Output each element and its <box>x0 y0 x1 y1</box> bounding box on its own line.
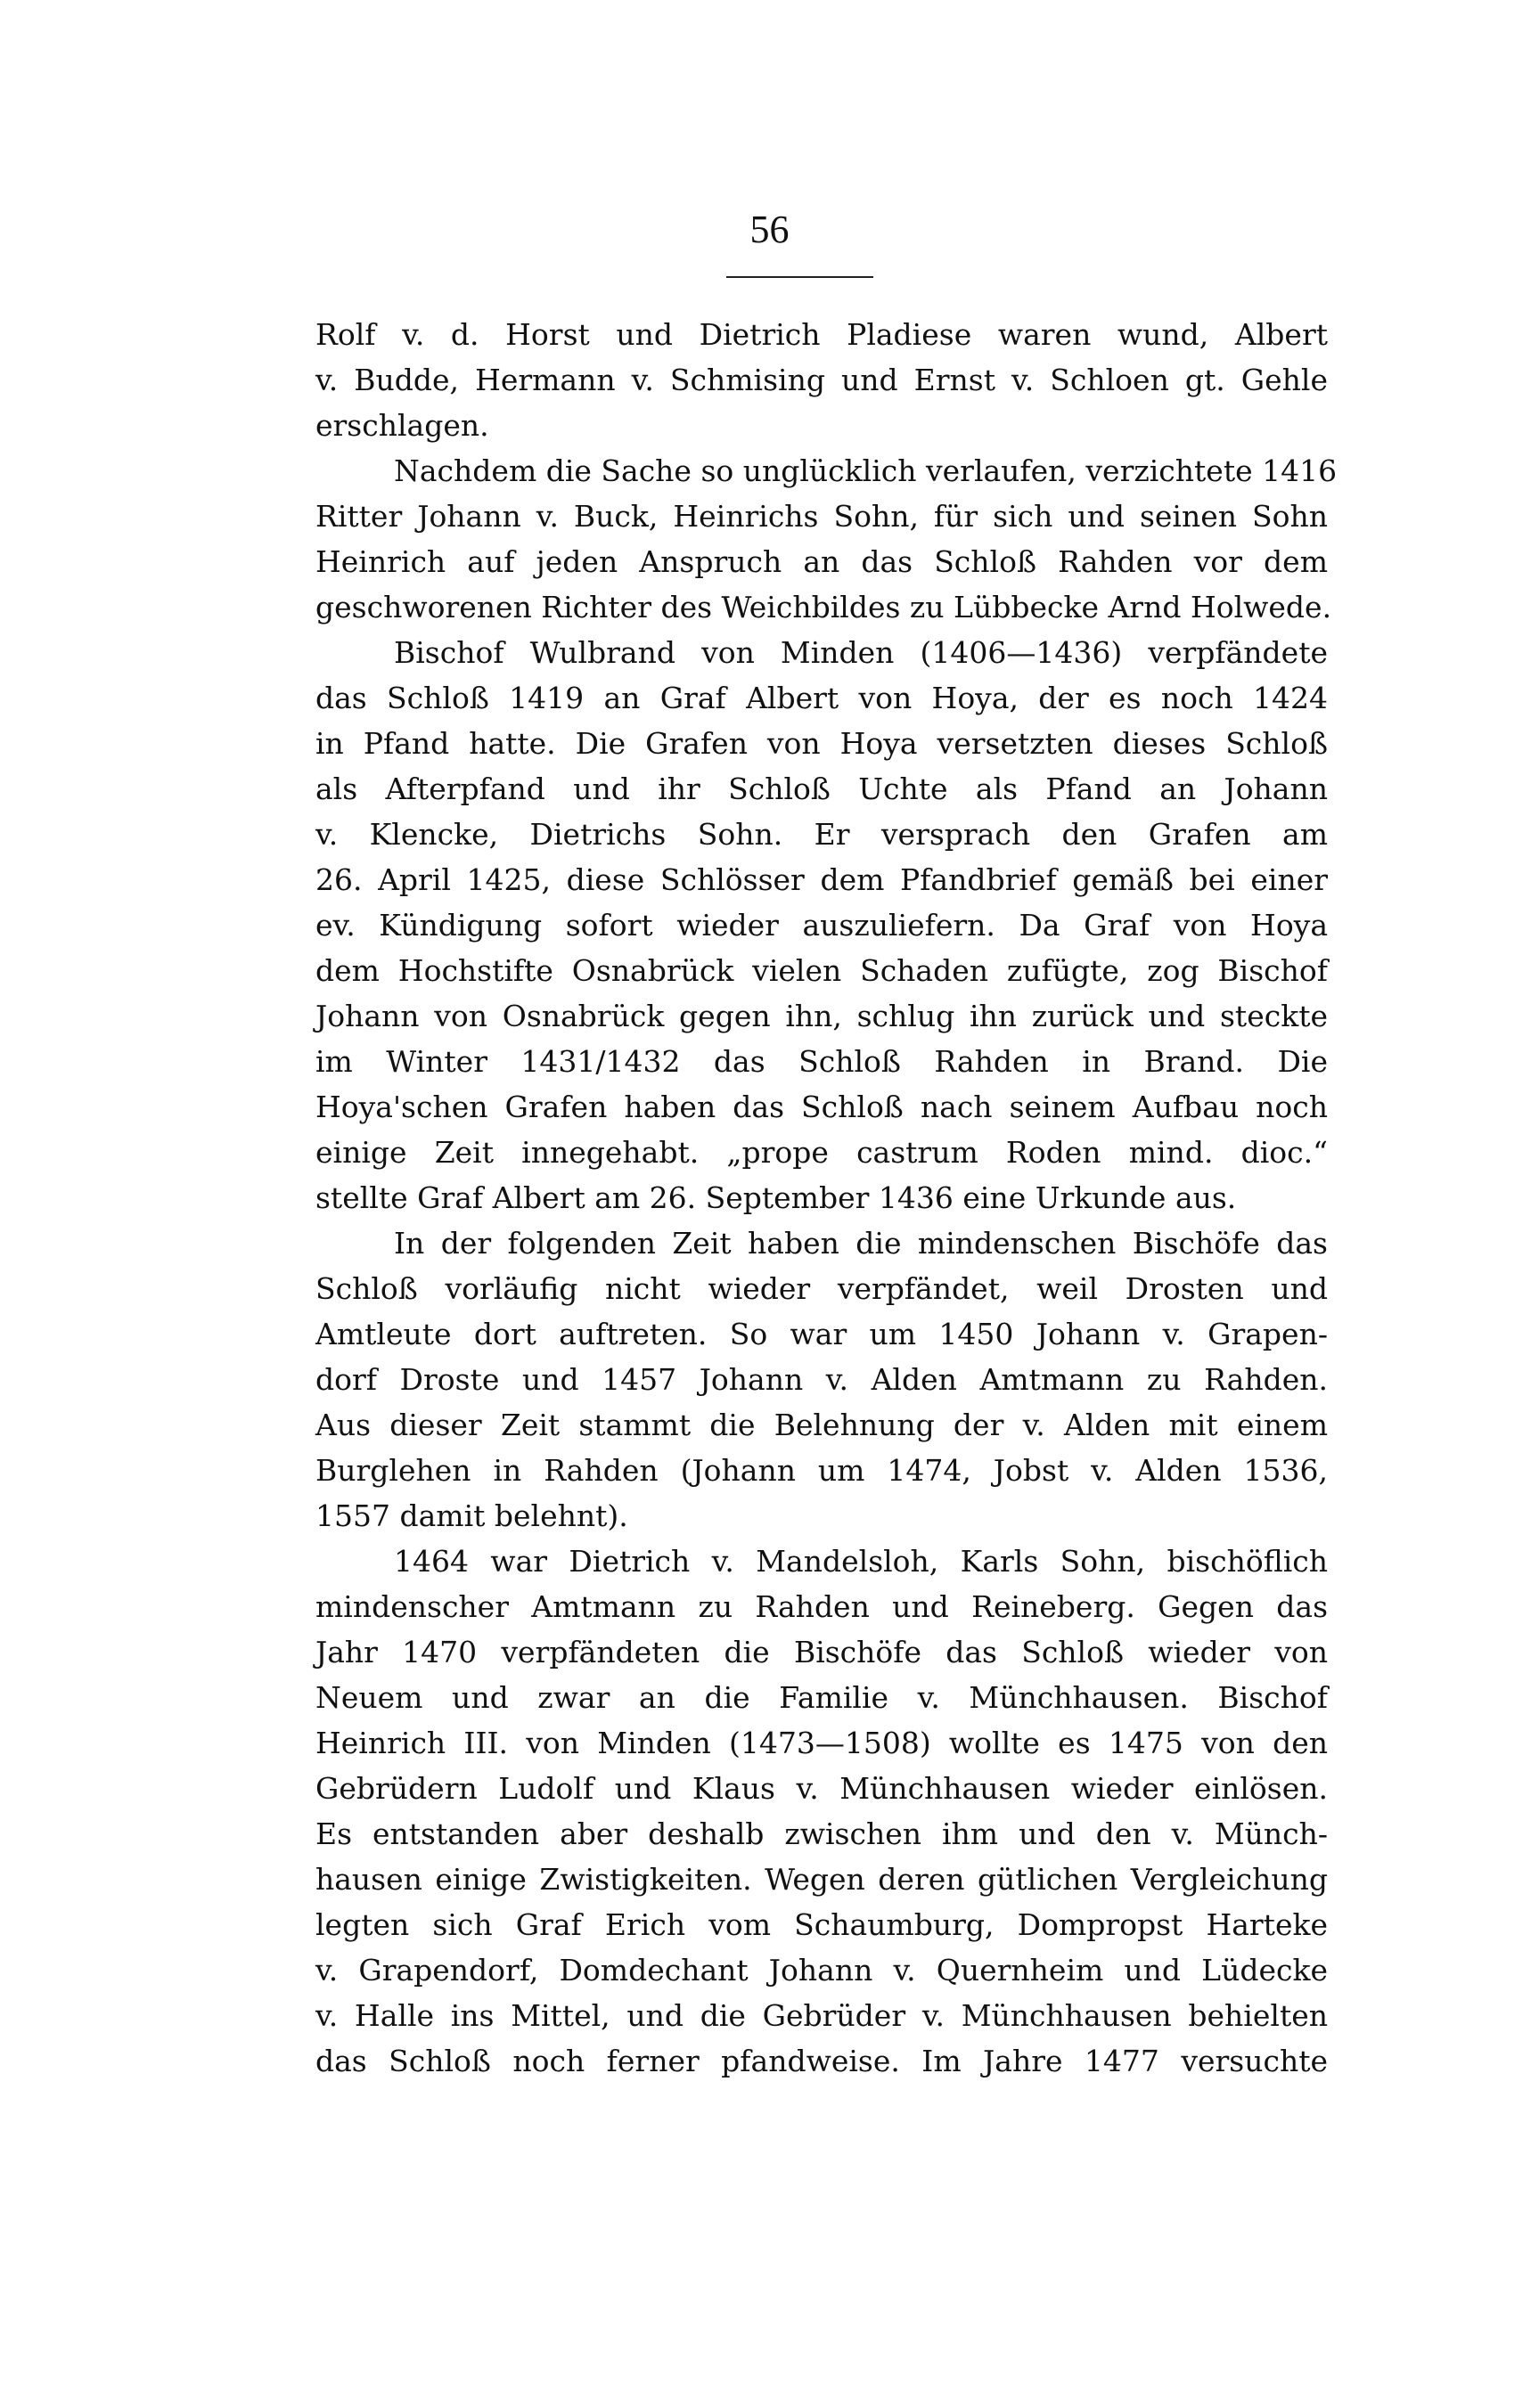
text-line: Neuem und zwar an die Familie v. Münchhausen. Bischof <box>315 1680 1328 1715</box>
text-line: Es entstanden aber deshalb zwischen ihm und den v. Münch- <box>315 1816 1328 1851</box>
paragraph <box>315 312 1328 448</box>
text-line: einige Zeit innegehabt. „prope castrum Roden mind. dioc.“ <box>315 1135 1328 1170</box>
text-line: erschlagen. <box>315 408 489 443</box>
text-line: stellte Graf Albert am 26. September 1436 eine Urkunde aus. <box>315 1180 1237 1215</box>
text-line: Aus dieser Zeit stammt die Belehnung der v. Alden mit einem <box>315 1408 1328 1442</box>
text-line: Ritter Johann v. Buck, Heinrichs Sohn, für sich und seinen Sohn <box>315 499 1328 534</box>
paragraph <box>315 448 1338 630</box>
text-line: hausen einige Zwistigkeiten. Wegen deren gütlichen Vergleichung <box>315 1862 1328 1897</box>
text-line: 1464 war Dietrich v. Mandelsloh, Karls Sohn, bischöflich <box>394 1544 1328 1579</box>
text-line: Hoya'schen Grafen haben das Schloß nach seinem Aufbau noch <box>315 1090 1328 1124</box>
text-line: dem Hochstifte Osnabrück vielen Schaden zufügte, zog Bischof <box>315 953 1328 988</box>
text-line: das Schloß noch ferner pfandweise. Im Jahre 1477 versuchte <box>315 2044 1328 2078</box>
text-line: mindenscher Amtmann zu Rahden und Reineberg. Gegen das <box>315 1589 1328 1624</box>
text-line: Heinrich III. von Minden (1473—1508) wollte es 1475 von den <box>315 1726 1328 1760</box>
text-line: v. Halle ins Mittel, und die Gebrüder v. Münchhausen behielten <box>315 1998 1328 2033</box>
text-line: Schloß vorläufig nicht wieder verpfändet, weil Drosten und <box>315 1271 1328 1306</box>
text-line: 1557 damit belehnt). <box>315 1498 628 1533</box>
text-line: geschworenen Richter des Weichbildes zu Lübbecke Arnd Holwede. <box>315 590 1332 624</box>
paragraph <box>315 630 1328 1220</box>
text-line: dorf Droste und 1457 Johann v. Alden Amtmann zu Rahden. <box>315 1362 1328 1397</box>
text-line: in Pfand hatte. Die Grafen von Hoya versetzten dieses Schloß <box>315 726 1328 761</box>
text-line: Johann von Osnabrück gegen ihn, schlug ihn zurück und steckte <box>315 999 1328 1033</box>
text-line: ev. Kündigung sofort wieder auszuliefern. Da Graf von Hoya <box>315 908 1328 943</box>
text-line: Gebrüdern Ludolf und Klaus v. Münchhausen wieder einlösen. <box>315 1771 1328 1806</box>
text-line: Nachdem die Sache so unglücklich verlaufen, verzichtete 1416 <box>394 453 1338 488</box>
text-line: Heinrich auf jeden Anspruch an das Schloß Rahden vor dem <box>315 544 1328 579</box>
text-line: legten sich Graf Erich vom Schaumburg, Dompropst Harteke <box>315 1907 1328 1942</box>
page-number: 56 <box>749 208 790 251</box>
text-line: v. Grapendorf, Domdechant Johann v. Quernheim und Lüdecke <box>315 1953 1328 1988</box>
header-rule <box>726 276 873 278</box>
text-line: Burglehen in Rahden (Johann um 1474, Jobst v. Alden 1536, <box>315 1453 1328 1488</box>
text-line: Rolf v. d. Horst und Dietrich Pladiese waren wund, Albert <box>315 317 1328 352</box>
text-line: Amtleute dort auftreten. So war um 1450 Johann v. Grapen- <box>315 1317 1328 1351</box>
text-line: 26. April 1425, diese Schlösser dem Pfandbrief gemäß bei einer <box>315 862 1328 897</box>
paragraph <box>315 1220 1328 1539</box>
text-line: Bischof Wulbrand von Minden (1406—1436) verpfändete <box>394 635 1328 670</box>
text-line: im Winter 1431/1432 das Schloß Rahden in Brand. Die <box>315 1044 1328 1079</box>
text-line: Jahr 1470 verpfändeten die Bischöfe das Schloß wieder von <box>315 1635 1328 1669</box>
paragraph <box>315 1539 1328 2084</box>
document-body <box>315 312 1338 2084</box>
text-line: das Schloß 1419 an Graf Albert von Hoya, der es noch 1424 <box>315 681 1328 715</box>
text-line: v. Klencke, Dietrichs Sohn. Er versprach den Grafen am <box>315 817 1328 852</box>
text-line: als Afterpfand und ihr Schloß Uchte als Pfand an Johann <box>315 771 1328 806</box>
text-line: v. Budde, Hermann v. Schmising und Ernst v. Schloen gt. Gehle <box>315 363 1328 397</box>
text-line: In der folgenden Zeit haben die mindenschen Bischöfe das <box>394 1226 1328 1261</box>
